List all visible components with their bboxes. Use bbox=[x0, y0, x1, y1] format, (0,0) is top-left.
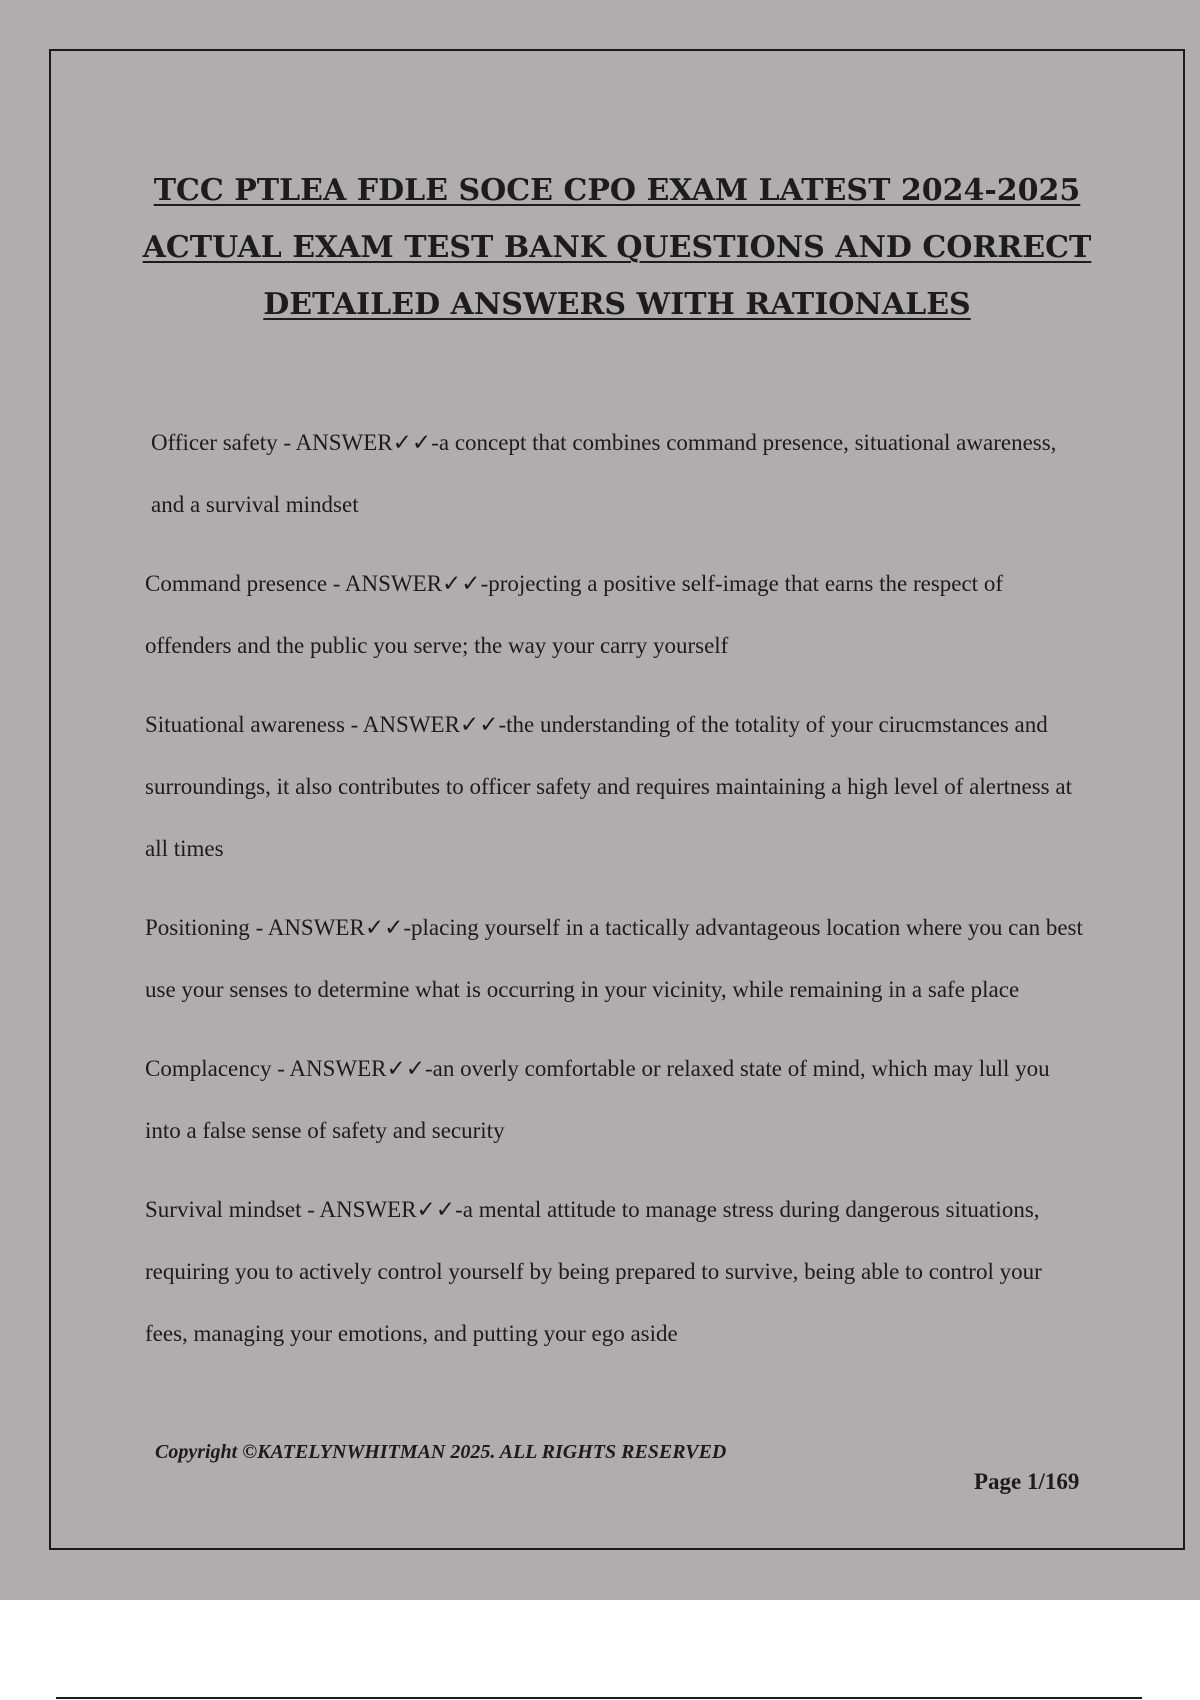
qa-answer-marker: - ANSWER✓✓- bbox=[327, 571, 489, 596]
qa-answer-marker: - ANSWER✓✓- bbox=[271, 1056, 433, 1081]
qa-definition: placing yourself in a tactically advantageous location where you can best use your senses to determine what is occurring in your vicinity, while remaining in a safe place bbox=[145, 915, 1083, 1002]
qa-term: Command presence bbox=[145, 571, 328, 596]
next-page-divider bbox=[56, 1697, 1142, 1699]
qa-answer-marker: - ANSWER✓✓- bbox=[249, 915, 412, 940]
qa-answer-marker: - ANSWER✓✓- bbox=[277, 430, 439, 455]
document-title bbox=[0, 162, 1200, 333]
qa-term: Officer safety bbox=[151, 430, 278, 455]
qa-entry bbox=[145, 553, 1085, 677]
qa-term: Situational awareness bbox=[145, 712, 345, 737]
qa-entry bbox=[145, 694, 1085, 880]
qa-term: Positioning bbox=[145, 915, 250, 940]
qa-definition: projecting a positive self-image that earns the respect of offenders and the public you serve; the way your carry yourself bbox=[145, 571, 1003, 658]
qa-answer-marker: - ANSWER✓✓- bbox=[301, 1197, 463, 1222]
qa-definition: a mental attitude to manage stress during dangerous situations, requiring you to actively control yourself by being prepared to survive, being able to control your fees, managing your emotions, and putting your ego aside bbox=[145, 1197, 1042, 1346]
page-number: Page 1/169 bbox=[974, 1469, 1080, 1494]
qa-answer-marker: - ANSWER✓✓- bbox=[344, 712, 507, 737]
qa-list bbox=[145, 412, 1085, 1382]
qa-entry bbox=[145, 1038, 1085, 1162]
title-line-1: TCC PTLEA FDLE SOCE CPO EXAM LATEST 2024-2025 bbox=[153, 173, 1081, 208]
title-line-3: DETAILED ANSWERS WITH RATIONALES bbox=[263, 287, 971, 322]
qa-definition: a concept that combines command presence, situational awareness, and a survival mindset bbox=[151, 430, 1057, 517]
qa-entry bbox=[145, 897, 1085, 1021]
title-line-2: ACTUAL EXAM TEST BANK QUESTIONS AND CORRECT bbox=[142, 230, 1092, 265]
qa-entry bbox=[145, 412, 1085, 536]
qa-term: Complacency bbox=[145, 1056, 272, 1081]
qa-term: Survival mindset bbox=[145, 1197, 302, 1222]
qa-definition: an overly comfortable or relaxed state of mind, which may lull you into a false sense of safety and security bbox=[145, 1056, 1050, 1143]
qa-entry bbox=[145, 1179, 1085, 1365]
qa-definition: the understanding of the totality of your cirucmstances and surroundings, it also contributes to officer safety and requires maintaining a high level of alertness at all times bbox=[145, 712, 1072, 861]
copyright-notice: Copyright ©KATELYNWHITMAN 2025. ALL RIGHTS RESERVED bbox=[155, 1441, 727, 1463]
